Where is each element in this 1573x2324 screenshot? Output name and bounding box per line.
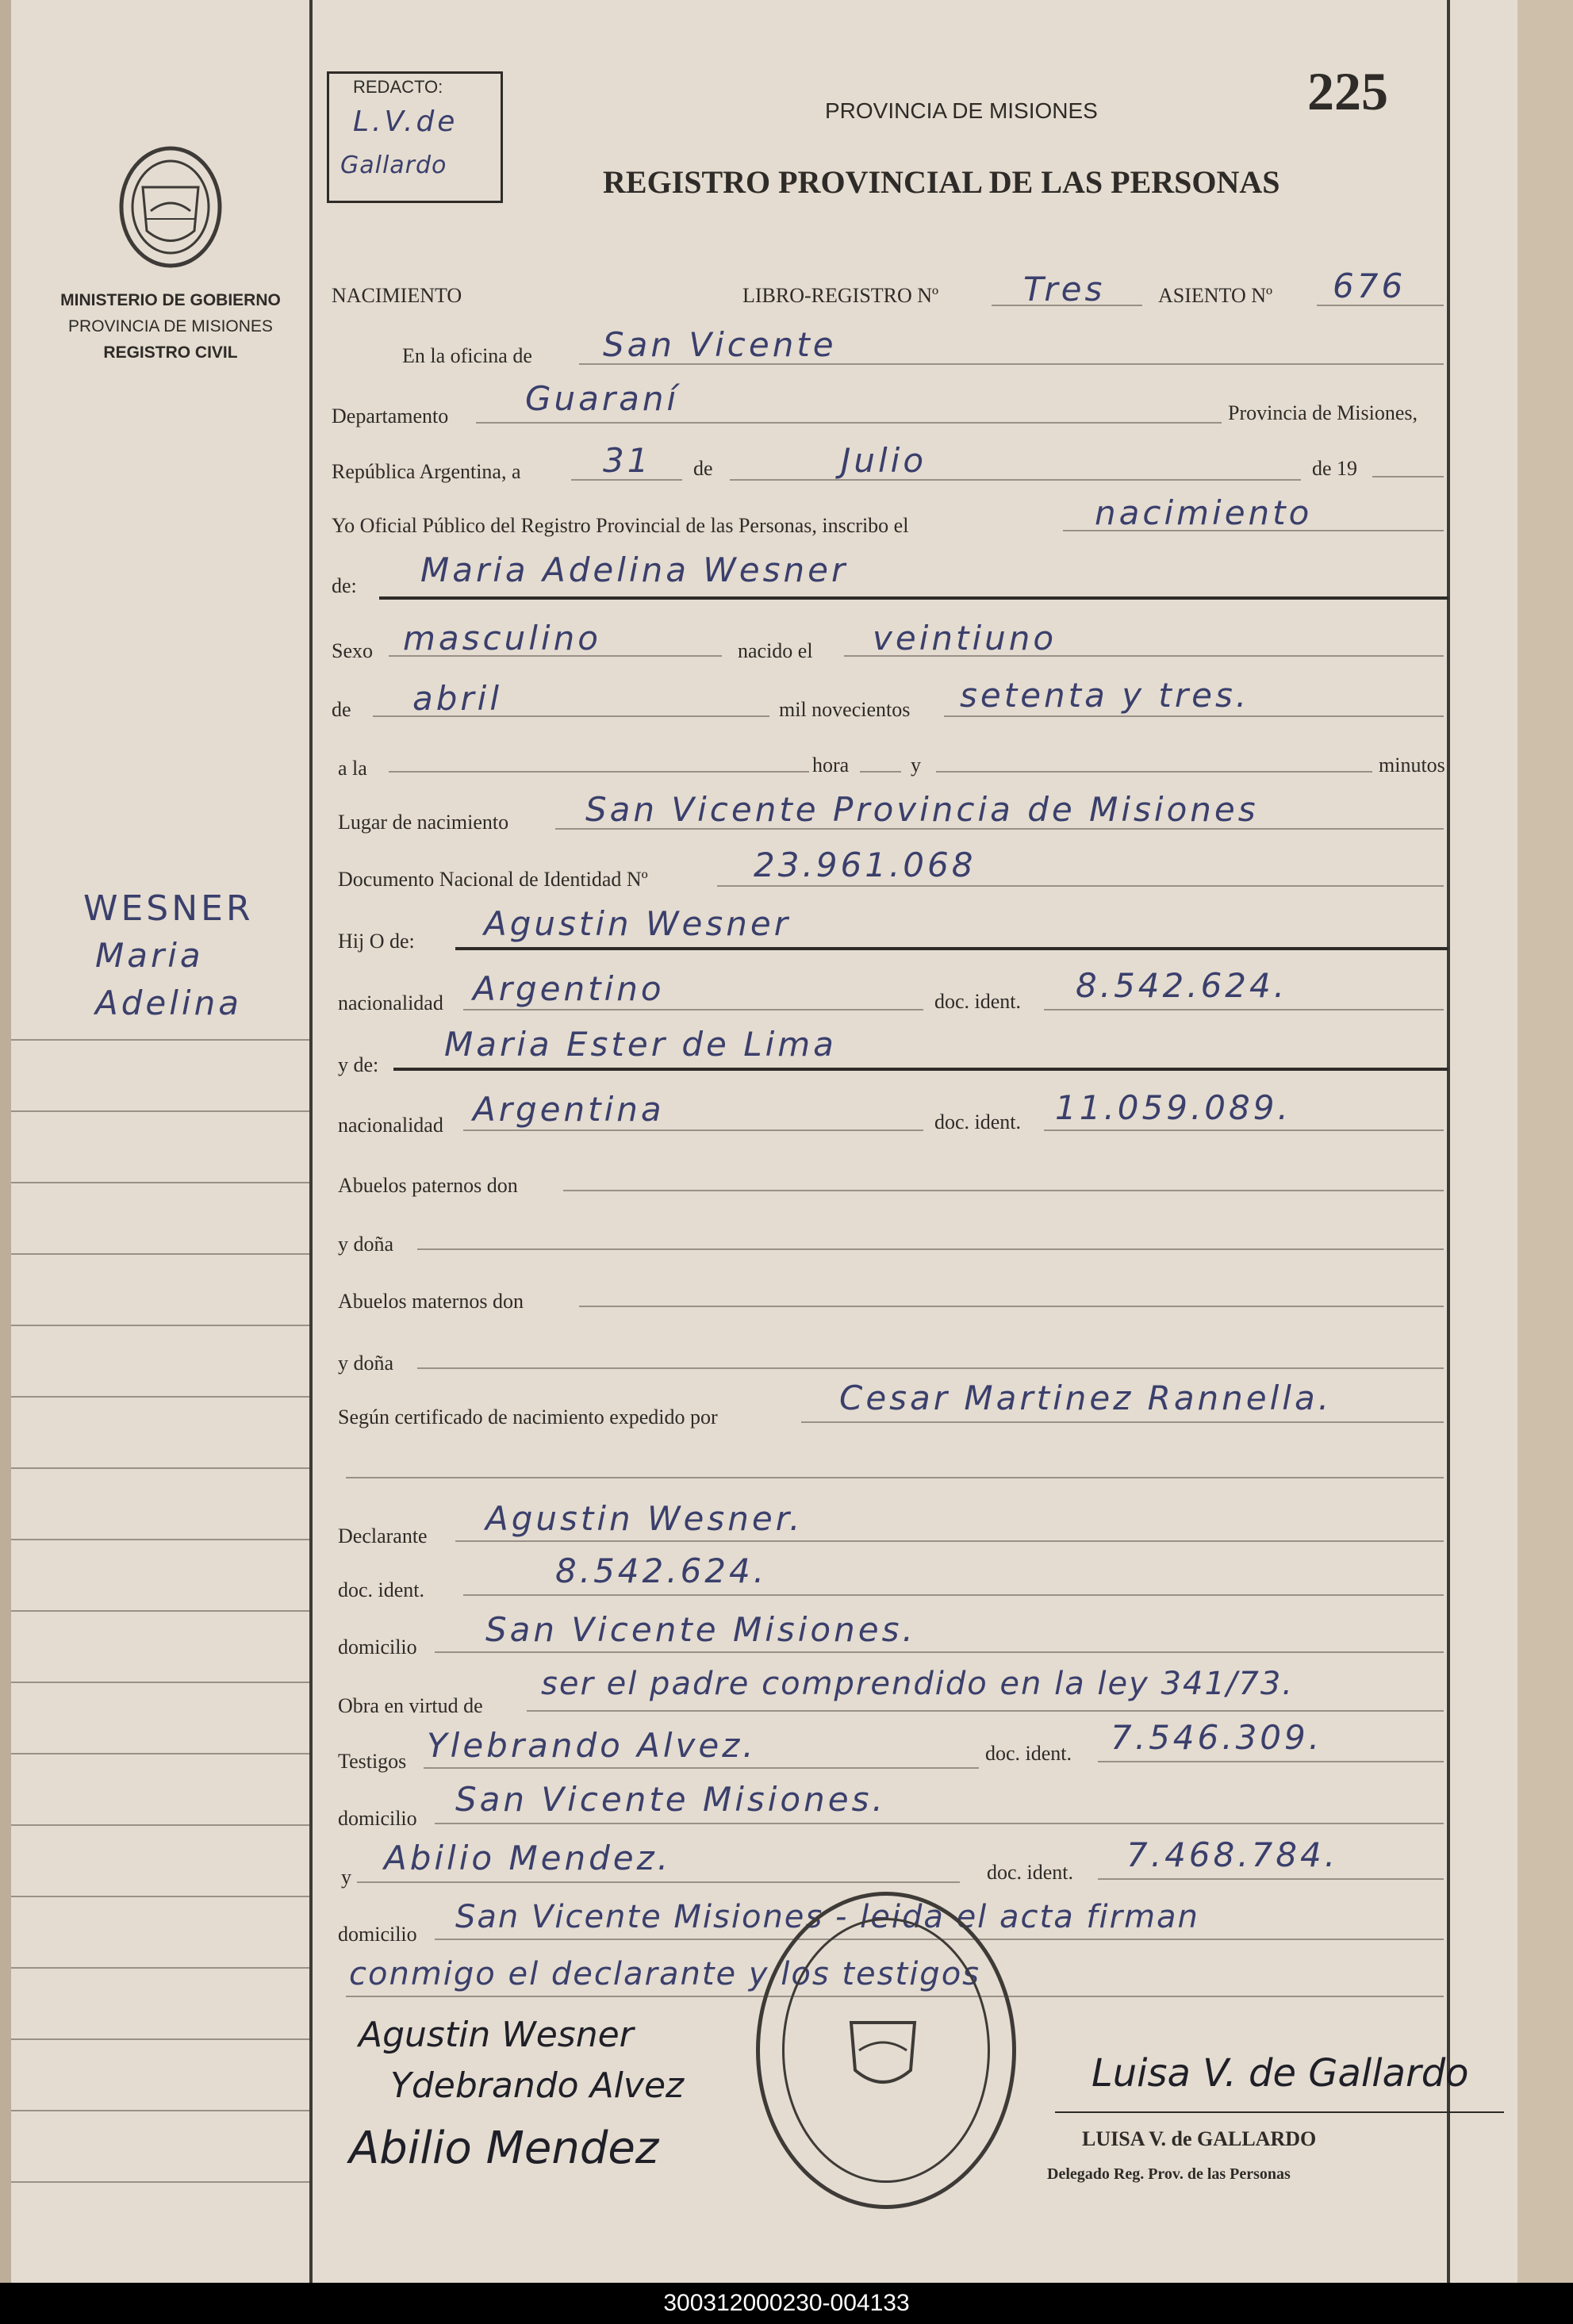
a-la-label: a la	[338, 757, 367, 780]
doct2-value: 7.468.784.	[1126, 1835, 1339, 1874]
doct1-label: doc. ident.	[985, 1742, 1072, 1765]
abuelos-pat-label: Abuelos paternos don	[338, 1174, 518, 1197]
redacto-sign-2: Gallardo	[340, 151, 447, 179]
page-title: REGISTRO PROVINCIAL DE LAS PERSONAS	[603, 164, 1280, 200]
madre-value: Maria Ester de Lima	[444, 1025, 837, 1064]
testigos-label: Testigos	[338, 1750, 407, 1773]
dni-label: Documento Nacional de Identidad Nº	[338, 868, 648, 891]
margin-surname: WESNER	[83, 888, 254, 929]
right-rule	[1447, 0, 1450, 2283]
nac2-value: Argentina	[473, 1090, 665, 1129]
departamento-value: Guaraní	[525, 379, 680, 418]
departamento-label: Departamento	[332, 405, 449, 428]
signature-officer: Luisa V. de Gallardo	[1092, 2051, 1469, 2096]
margin-name-2: Adelina	[95, 984, 242, 1022]
hora-label: hora	[812, 754, 850, 777]
doc2-value: 11.059.089.	[1055, 1088, 1291, 1127]
signature-declarante: Agustin Wesner	[359, 2015, 634, 2055]
domicilio2-label: domicilio	[338, 1807, 417, 1830]
domicilio3-value: San Vicente Misiones - leida el acta firman	[455, 1899, 1199, 1935]
signature-testigo-1: Ydebrando Alvez	[390, 2065, 685, 2106]
anio-label: de 19	[1312, 457, 1358, 480]
redacto-sign-1: L.V.de	[353, 105, 458, 138]
certificado-value: Cesar Martinez Rannella.	[839, 1379, 1333, 1417]
sidebar-header	[32, 287, 309, 366]
padre-value: Agustin Wesner	[484, 904, 791, 943]
ydona1-label: y doña	[338, 1233, 394, 1256]
de-persona-label: de:	[332, 574, 357, 597]
doc1-value: 8.542.624.	[1076, 966, 1288, 1005]
doc2-label: doc. ident.	[934, 1110, 1022, 1133]
provincia-label: Provincia de Misiones,	[1228, 401, 1418, 424]
nacimiento-label: NACIMIENTO	[332, 284, 462, 307]
lugar-label: Lugar de nacimiento	[338, 811, 509, 834]
continuacion-value: conmigo el declarante y los testigos	[349, 1956, 981, 1992]
page-edge	[0, 0, 11, 2283]
hijo-label: Hij O de:	[338, 930, 415, 953]
certificado-label: Según certificado de nacimiento expedido por	[338, 1406, 718, 1429]
ydona2-label: y doña	[338, 1352, 394, 1375]
image-id-footer: 300312000230-004133	[0, 2283, 1573, 2324]
oficial-label: Yo Oficial Público del Registro Provincial de las Personas, inscribo el	[332, 514, 909, 537]
de2-label: de	[332, 698, 351, 721]
mil-label: mil novecientos	[779, 698, 911, 721]
oficial-value: nacimiento	[1095, 493, 1313, 532]
republica-label: República Argentina, a	[332, 460, 521, 483]
dni-value: 23.961.068	[754, 846, 976, 884]
domicilio1-label: domicilio	[338, 1636, 417, 1659]
redacto-box	[327, 71, 503, 203]
docdecl-value: 8.542.624.	[555, 1551, 768, 1590]
sexo-label: Sexo	[332, 639, 373, 662]
sidebar-line-1: MINISTERIO DE GOBIERNO	[60, 291, 281, 309]
sidebar-line-3: REGISTRO CIVIL	[103, 343, 238, 362]
page-number: 225	[1307, 61, 1388, 121]
signature-testigo-2: Abilio Mendez	[349, 2123, 659, 2174]
declarante-label: Declarante	[338, 1524, 428, 1547]
asiento-value: 676	[1333, 267, 1406, 305]
redacto-label: REDACTO:	[353, 77, 443, 97]
nac1-label: nacionalidad	[338, 991, 443, 1014]
mes-nac-value: abril	[412, 679, 503, 718]
mes-value: Julio	[841, 441, 927, 480]
nacido-label: nacido el	[738, 639, 813, 662]
margin-rule	[309, 0, 313, 2283]
oficina-label: En la oficina de	[402, 344, 532, 367]
testigo2-value: Abilio Mendez.	[384, 1839, 672, 1877]
asiento-label: ASIENTO Nº	[1158, 284, 1273, 307]
docdecl-label: doc. ident.	[338, 1578, 425, 1601]
right-binding-strip	[1517, 0, 1573, 2283]
coat-of-arms-icon	[111, 140, 230, 274]
officer-name: LUISA V. de GALLARDO	[1082, 2127, 1317, 2150]
officer-title: Delegado Reg. Prov. de las Personas	[1047, 2165, 1291, 2183]
sexo-value: masculino	[403, 619, 601, 658]
de-label: de	[693, 457, 713, 480]
oficina-value: San Vicente	[603, 325, 837, 364]
domicilio3-label: domicilio	[338, 1923, 417, 1946]
nac1-value: Argentino	[473, 969, 665, 1008]
nac2-label: nacionalidad	[338, 1114, 443, 1137]
doct1-value: 7.546.309.	[1111, 1718, 1323, 1757]
yde-label: y de:	[338, 1053, 379, 1076]
obra-value: ser el padre comprendido en la ley 341/73.	[541, 1666, 1294, 1702]
testigo1-value: Ylebrando Alvez.	[427, 1726, 757, 1765]
libro-label: LIBRO-REGISTRO Nº	[742, 284, 939, 307]
sidebar-line-2: PROVINCIA DE MISIONES	[68, 317, 273, 336]
minutos-label: minutos	[1379, 754, 1445, 777]
anio-nac-value: setenta y tres.	[960, 676, 1250, 715]
obra-label: Obra en virtud de	[338, 1694, 483, 1717]
y2-label: y	[341, 1866, 351, 1889]
seal-emblem-icon	[839, 2007, 927, 2102]
margin-name-1: Maria	[95, 936, 204, 975]
official-seal	[756, 1892, 1016, 2209]
y-label: y	[911, 754, 921, 777]
domicilio1-value: San Vicente Misiones.	[485, 1610, 916, 1649]
domicilio2-value: San Vicente Misiones.	[455, 1780, 886, 1819]
persona-value: Maria Adelina Wesner	[420, 550, 849, 589]
lugar-value: San Vicente Provincia de Misiones	[585, 790, 1259, 829]
libro-value: Tres	[1023, 270, 1106, 309]
header-provincia: PROVINCIA DE MISIONES	[825, 98, 1098, 123]
doct2-label: doc. ident.	[987, 1861, 1074, 1884]
dia-value: 31	[603, 441, 652, 480]
nacido-value: veintiuno	[873, 619, 1057, 658]
abuelos-mat-label: Abuelos maternos don	[338, 1290, 524, 1313]
doc1-label: doc. ident.	[934, 990, 1022, 1013]
declarante-value: Agustin Wesner.	[485, 1499, 804, 1538]
